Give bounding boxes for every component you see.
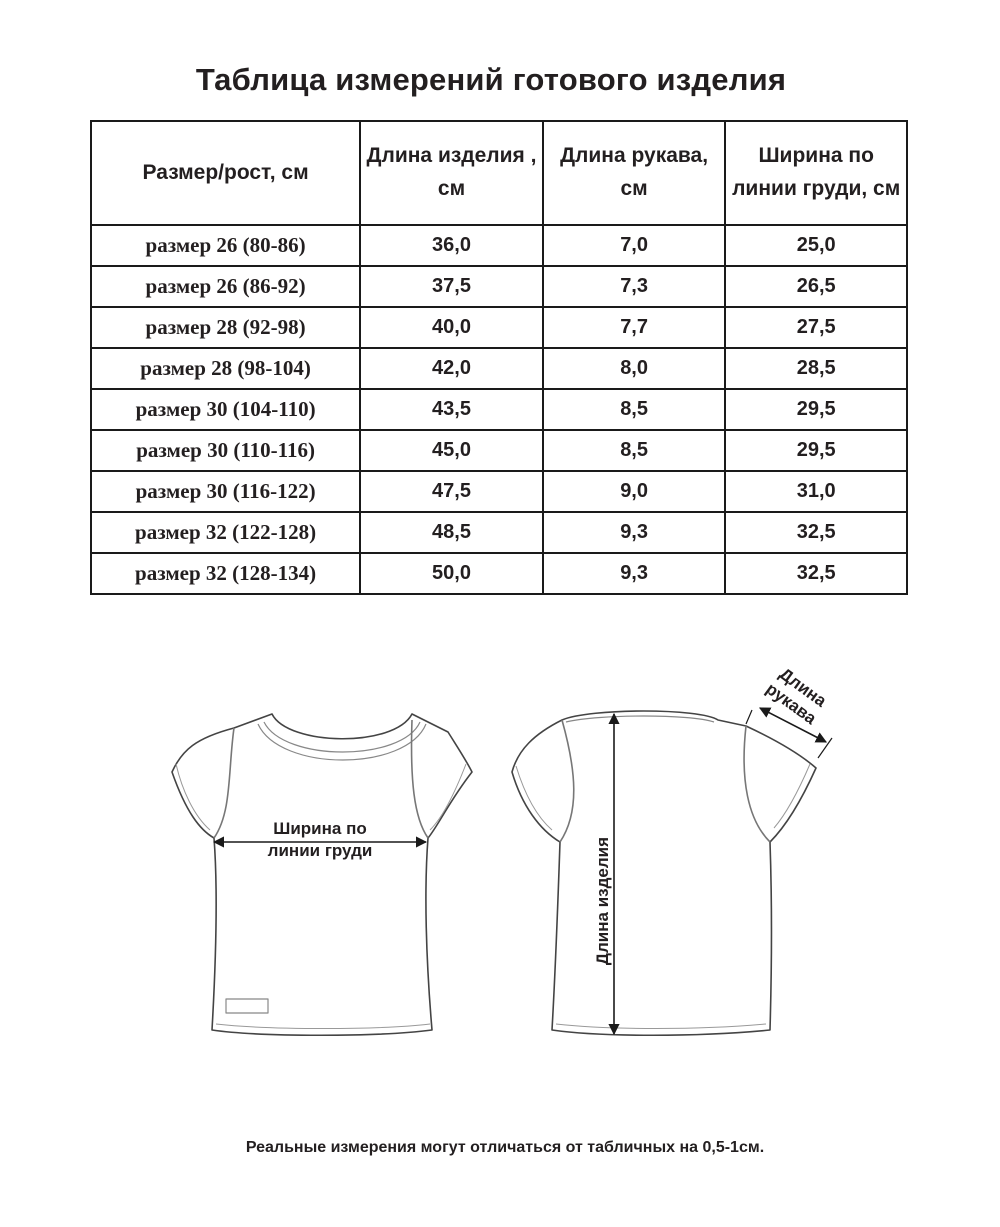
table-row bbox=[91, 225, 907, 266]
length-cell: 50,0 bbox=[360, 553, 543, 594]
table-row bbox=[91, 266, 907, 307]
chest-cell: 26,5 bbox=[725, 266, 907, 307]
size-cell: размер 28 (92-98) bbox=[91, 307, 360, 348]
tshirt-drawings bbox=[0, 640, 1000, 1060]
chest-cell: 31,0 bbox=[725, 471, 907, 512]
chest-width-label: Ширина по линии груди bbox=[267, 819, 373, 861]
chest-cell: 32,5 bbox=[725, 512, 907, 553]
size-cell: размер 32 (128-134) bbox=[91, 553, 360, 594]
page-title: Таблица измерений готового изделия bbox=[195, 62, 787, 97]
table-row bbox=[91, 389, 907, 430]
table-row bbox=[91, 471, 907, 512]
length-cell: 43,5 bbox=[360, 389, 543, 430]
chest-cell: 27,5 bbox=[725, 307, 907, 348]
length-cell: 37,5 bbox=[360, 266, 543, 307]
size-cell: размер 30 (116-122) bbox=[91, 471, 360, 512]
sleeve-cell: 8,5 bbox=[543, 389, 726, 430]
chest-cell: 32,5 bbox=[725, 553, 907, 594]
chest-cell: 29,5 bbox=[725, 430, 907, 471]
table-row bbox=[91, 553, 907, 594]
table-body bbox=[91, 225, 907, 594]
length-cell: 45,0 bbox=[360, 430, 543, 471]
length-cell: 40,0 bbox=[360, 307, 543, 348]
table-row bbox=[91, 512, 907, 553]
sleeve-cell: 9,3 bbox=[543, 512, 726, 553]
sleeve-cell: 7,3 bbox=[543, 266, 726, 307]
size-cell: размер 26 (80-86) bbox=[91, 225, 360, 266]
sleeve-cell: 7,0 bbox=[543, 225, 726, 266]
header-length: Длина изделия , см bbox=[360, 121, 543, 225]
front-tshirt-outline bbox=[172, 714, 472, 1035]
table-row bbox=[91, 348, 907, 389]
length-cell: 47,5 bbox=[360, 471, 543, 512]
table-row bbox=[91, 430, 907, 471]
table-header-row bbox=[91, 121, 907, 225]
table-row bbox=[91, 307, 907, 348]
size-cell: размер 32 (122-128) bbox=[91, 512, 360, 553]
chest-cell: 25,0 bbox=[725, 225, 907, 266]
sleeve-cell: 7,7 bbox=[543, 307, 726, 348]
header-size: Размер/рост, см bbox=[91, 121, 360, 225]
header-sleeve: Длина рукава, см bbox=[543, 121, 726, 225]
sleeve-cell: 9,3 bbox=[543, 553, 726, 594]
length-cell: 42,0 bbox=[360, 348, 543, 389]
size-cell: размер 30 (110-116) bbox=[91, 430, 360, 471]
footnote: Реальные измерения могут отличаться от табличных на 0,5-1см. bbox=[245, 1139, 765, 1156]
length-label: Длина изделия bbox=[592, 836, 612, 966]
chest-cell: 28,5 bbox=[725, 348, 907, 389]
sleeve-cell: 8,0 bbox=[543, 348, 726, 389]
size-cell: размер 30 (104-110) bbox=[91, 389, 360, 430]
sleeve-cell: 8,5 bbox=[543, 430, 726, 471]
back-tshirt-outline bbox=[512, 711, 816, 1035]
header-chest: Ширина по линии груди, см bbox=[725, 121, 907, 225]
garment-diagram bbox=[0, 640, 1000, 1060]
chest-cell: 29,5 bbox=[725, 389, 907, 430]
size-cell: размер 26 (86-92) bbox=[91, 266, 360, 307]
sleeve-cell: 9,0 bbox=[543, 471, 726, 512]
size-cell: размер 28 (98-104) bbox=[91, 348, 360, 389]
length-cell: 36,0 bbox=[360, 225, 543, 266]
size-table bbox=[90, 120, 908, 595]
length-cell: 48,5 bbox=[360, 512, 543, 553]
sleeve-length-label: Длина рукава bbox=[762, 664, 830, 728]
